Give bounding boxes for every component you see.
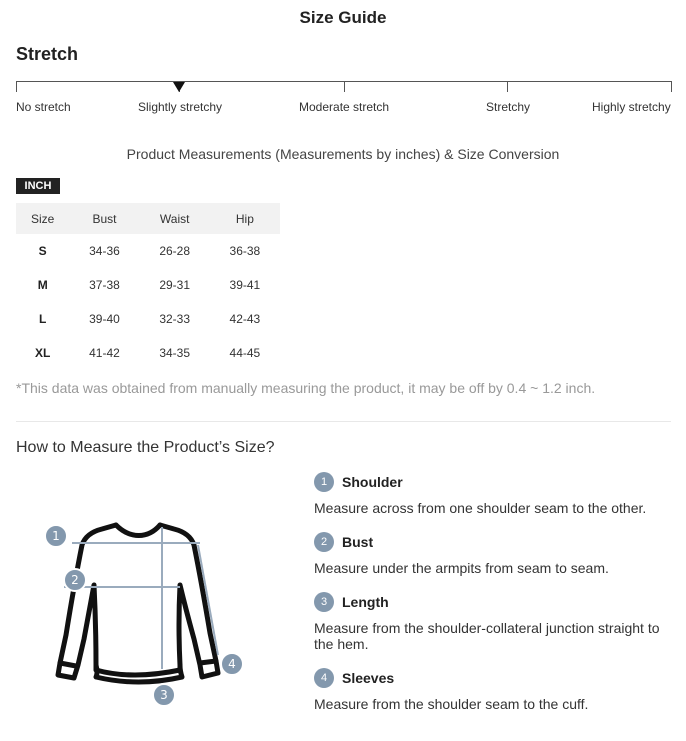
how-to-heading: How to Measure the Product’s Size? <box>16 439 275 456</box>
waist-cell: 26-28 <box>159 244 191 258</box>
bust-cell: 41-42 <box>89 346 120 360</box>
table-row <box>16 302 280 336</box>
bust-cell: 39-40 <box>89 312 120 326</box>
step-number-badge: 3 <box>314 592 334 612</box>
bust-cell: 34-36 <box>89 244 120 258</box>
stretch-tick <box>16 81 17 92</box>
step-length-desc: Measure from the shoulder-collateral junction straight to the hem. <box>314 620 660 652</box>
step-title-text: Length <box>342 594 389 610</box>
column-header: Size <box>16 203 69 234</box>
stretch-label-none: No stretch <box>16 100 71 114</box>
table-header-row <box>16 203 280 234</box>
step-number-badge: 2 <box>314 532 334 552</box>
measurements-heading: Product Measurements (Measurements by inches) & Size Conversion <box>126 146 560 162</box>
stretch-label-high: Highly stretchy <box>592 100 671 114</box>
stretch-tick <box>671 81 672 92</box>
sweater-icon <box>40 515 250 711</box>
stretch-tick <box>344 81 345 92</box>
measurement-note: *This data was obtained from manually measuring the product, it may be off by 0.4 ~ 1.2 inch. <box>16 380 596 396</box>
step-sleeves-desc: Measure from the shoulder seam to the cuff. <box>314 696 589 712</box>
hip-cell: 36-38 <box>229 244 261 258</box>
hip-cell: 42-43 <box>229 312 261 326</box>
step-sleeves-title <box>314 668 394 688</box>
callout-number: 2 <box>71 573 79 587</box>
stretch-tick <box>507 81 508 92</box>
unit-badge[interactable]: INCH <box>16 178 60 194</box>
step-title-text: Bust <box>342 534 374 550</box>
callout-sleeves <box>221 653 243 675</box>
table-row <box>16 336 280 370</box>
size-table <box>16 203 280 370</box>
stretch-label-moderate: Moderate stretch <box>299 100 390 114</box>
step-title-text: Sleeves <box>342 670 395 686</box>
callout-number: 4 <box>228 657 236 671</box>
callout-shoulder <box>45 525 67 547</box>
size-cell: L <box>39 312 47 326</box>
step-length-title <box>314 592 389 612</box>
sweater-illustration <box>40 515 250 711</box>
column-header: Bust <box>69 203 139 234</box>
callout-bust <box>64 569 86 591</box>
size-cell: M <box>37 278 48 292</box>
waist-cell: 32-33 <box>159 312 191 326</box>
size-cell: XL <box>35 346 51 360</box>
step-bust-title <box>314 532 373 552</box>
step-title-text: Shoulder <box>342 474 403 490</box>
step-number-badge: 4 <box>314 668 334 688</box>
table-row <box>16 268 280 302</box>
stretch-label-stretchy: Stretchy <box>486 100 531 114</box>
stretch-label-slight: Slightly stretchy <box>138 100 223 114</box>
step-bust-desc: Measure under the armpits from seam to seam. <box>314 560 609 576</box>
callout-number: 1 <box>52 529 60 543</box>
hip-cell: 44-45 <box>229 346 261 360</box>
stretch-heading: Stretch <box>16 44 79 64</box>
column-header: Hip <box>210 203 280 234</box>
page-title: Size Guide <box>299 8 387 27</box>
stretch-selected-marker <box>173 82 185 92</box>
callout-number: 3 <box>160 688 168 702</box>
hip-cell: 39-41 <box>229 278 261 292</box>
step-shoulder-desc: Measure across from one shoulder seam to the other. <box>314 500 647 516</box>
section-divider <box>16 421 671 422</box>
bust-cell: 37-38 <box>89 278 120 292</box>
waist-cell: 34-35 <box>159 346 191 360</box>
step-shoulder-title <box>314 472 403 492</box>
step-number-badge: 1 <box>314 472 334 492</box>
table-row <box>16 234 280 268</box>
callout-length <box>153 684 175 706</box>
column-header: Waist <box>140 203 210 234</box>
waist-cell: 29-31 <box>159 278 191 292</box>
size-cell: S <box>38 244 47 258</box>
